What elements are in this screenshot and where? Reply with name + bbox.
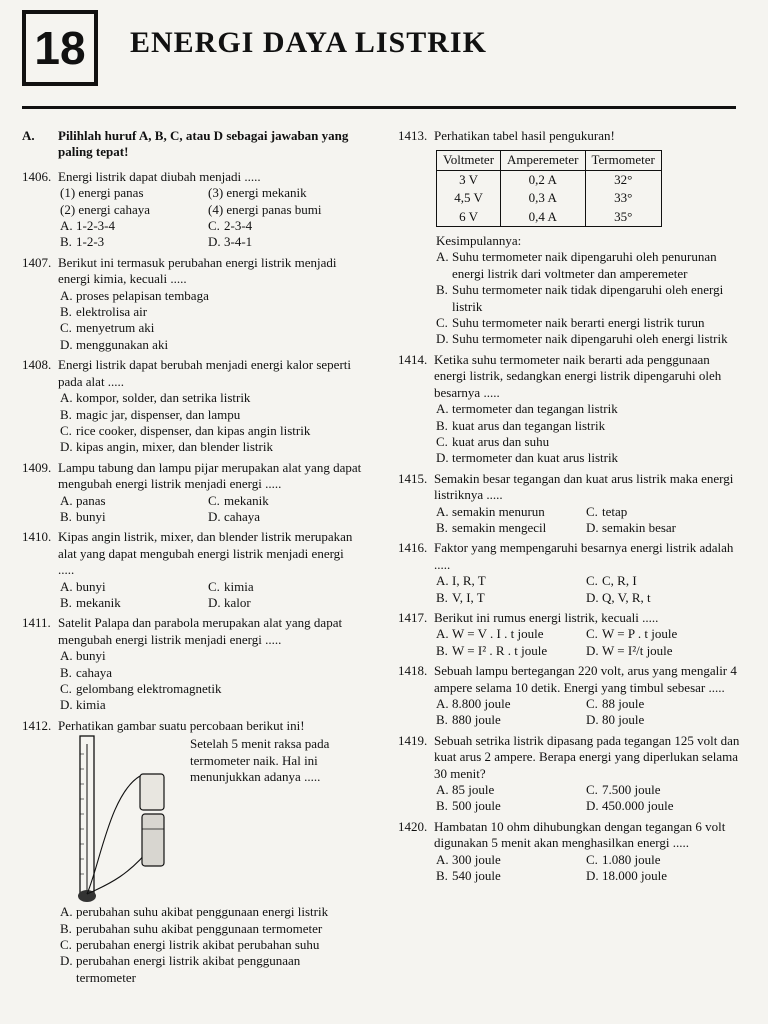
question-1417 xyxy=(398,610,740,659)
option-c[interactable]: C. 7.500 joule xyxy=(586,782,661,798)
option-d[interactable]: D. perubahan energi listrik akibat penggunaan termometer xyxy=(60,953,301,985)
option-a[interactable]: A. Suhu termometer naik dipengaruhi oleh penurunan energi listrik dari voltmeter dan amperemeter xyxy=(436,249,717,281)
option-d[interactable]: D. Q, V, R, t xyxy=(586,589,651,605)
option-a[interactable]: A. termometer dan tegangan listrik xyxy=(436,401,618,417)
option-c[interactable]: C. 1.080 joule xyxy=(586,851,661,867)
option-a[interactable]: A. I, R, T xyxy=(436,573,486,589)
question-text: Sebuah setrika listrik dipasang pada tegangan 125 volt dan kuat arus 2 ampere. Berapa energi yang diperlukan selama 30 menit? xyxy=(434,732,740,781)
option-b[interactable]: B. 1-2-3 xyxy=(60,234,105,250)
question-text: Faktor yang mempengaruhi besarnya energi listrik adalah ..... xyxy=(434,540,734,572)
option-b[interactable]: B. elektrolisa air xyxy=(60,304,148,320)
question-text: Hambatan 10 ohm dihubungkan dengan tegangan 6 volt digunakan 5 menit akan menghasilkan energi ..... xyxy=(434,818,726,851)
question-number: 1420. xyxy=(398,818,428,834)
table-header: Amperemeter xyxy=(501,151,585,170)
question-text: Berikut ini termasuk perubahan energi listrik menjadi energi kimia, kecuali ..... xyxy=(58,254,337,287)
question-side-text: Setelah 5 menit raksa pada termometer naik. Hal ini menunjukkan adanya ..... xyxy=(190,736,330,785)
option-d[interactable]: D. 80 joule xyxy=(586,712,645,728)
question-number: 1414. xyxy=(398,351,428,367)
question-number: 1419. xyxy=(398,732,428,748)
table-row: 6 V 0,4 A 35° xyxy=(437,208,662,227)
left-column xyxy=(22,128,362,990)
option-a[interactable]: A. 1-2-3-4 xyxy=(60,218,115,234)
question-number: 1417. xyxy=(398,609,428,625)
option-a[interactable]: A. 85 joule xyxy=(436,782,495,798)
question-text: Berikut ini rumus energi listrik, kecuali ..... xyxy=(434,609,659,625)
question-1415 xyxy=(398,471,740,537)
option-b[interactable]: B. kuat arus dan tegangan listrik xyxy=(436,417,606,433)
option-c[interactable]: C. tetap xyxy=(586,503,628,519)
question-number: 1411. xyxy=(22,615,51,631)
option-b[interactable]: B. Suhu termometer naik tidak dipengaruhi oleh energi listrik xyxy=(436,282,724,314)
option-c[interactable]: C. menyetrum aki xyxy=(60,320,155,336)
question-1406 xyxy=(22,169,362,251)
question-1414 xyxy=(398,352,740,467)
question-number: 1409. xyxy=(22,459,52,475)
table-header: Termometer xyxy=(585,151,661,170)
question-1407 xyxy=(22,255,362,353)
option-a[interactable]: A. semakin menurun xyxy=(436,503,545,519)
option-b[interactable]: B. perubahan suhu akibat penggunaan termometer xyxy=(60,920,323,936)
question-1412 xyxy=(22,718,362,986)
option-d[interactable]: D. kimia xyxy=(60,697,106,713)
option-a[interactable]: A. bunyi xyxy=(60,648,106,664)
question-text: Ketika suhu termometer naik berarti ada penggunaan energi listrik, sedangkan energi listrik dipengaruhi oleh besarnya ..... xyxy=(434,351,722,400)
table-row: 4,5 V 0,3 A 33° xyxy=(437,189,662,207)
chapter-title: ENERGI DAYA LISTRIK xyxy=(130,26,487,59)
option-a[interactable]: A. proses pelapisan tembaga xyxy=(60,287,209,303)
section-header xyxy=(22,128,362,161)
question-text: Energi listrik dapat diubah menjadi ..... xyxy=(58,168,261,184)
option-b[interactable]: B. magic jar, dispenser, dan lampu xyxy=(60,406,241,422)
question-number: 1412. xyxy=(22,717,52,733)
question-text: Energi listrik dapat berubah menjadi energi kalor seperti pada alat ..... xyxy=(58,357,352,389)
section-letter: A. xyxy=(22,128,35,143)
option-d[interactable]: D. 18.000 joule xyxy=(586,868,667,884)
option-b[interactable]: B. W = I² . R . t joule xyxy=(436,642,548,658)
question-1418 xyxy=(398,663,740,729)
option-d[interactable]: D. cahaya xyxy=(208,508,261,524)
right-column xyxy=(398,128,740,888)
option-a[interactable]: A. W = V . I . t joule xyxy=(436,626,544,642)
chapter-number: 18 xyxy=(34,22,86,74)
option-a[interactable]: A. 8.800 joule xyxy=(436,696,511,711)
table-header: Voltmeter xyxy=(437,151,501,170)
item: (2) energi cahaya xyxy=(60,201,150,217)
question-1420 xyxy=(398,819,740,885)
option-d[interactable]: D. kipas angin, mixer, dan blender listrik xyxy=(60,439,273,455)
question-1410 xyxy=(22,529,362,611)
option-d[interactable]: D. semakin besar xyxy=(586,519,677,535)
option-c[interactable]: C. kimia xyxy=(208,578,254,594)
table-row: 3 V 0,2 A 32° xyxy=(437,170,662,189)
question-number: 1416. xyxy=(398,540,428,556)
question-number: 1408. xyxy=(22,357,52,373)
option-b[interactable]: B. mekanik xyxy=(60,594,121,610)
option-c[interactable]: C. perubahan energi listrik akibat perubahan suhu xyxy=(60,937,320,953)
conclusion-label: Kesimpulannya: xyxy=(436,233,522,249)
question-text: Satelit Palapa dan parabola merupakan alat yang dapat mengubah energi listrik menjadi energi ..... xyxy=(58,615,343,647)
option-c[interactable]: C. gelombang elektromagnetik xyxy=(60,681,222,696)
option-b[interactable]: B. bunyi xyxy=(60,508,106,524)
option-b[interactable]: B. semakin mengecil xyxy=(436,519,547,535)
question-text: Kipas angin listrik, mixer, dan blender listrik merupakan alat yang dapat mengubah energi listrik menjadi energi ..... xyxy=(58,529,353,578)
option-c[interactable]: C. mekanik xyxy=(208,492,269,508)
question-1413 xyxy=(398,128,740,348)
question-1408 xyxy=(22,357,362,455)
question-1419 xyxy=(398,733,740,815)
option-a[interactable]: A. panas xyxy=(60,492,106,508)
chapter-number-box xyxy=(22,10,98,86)
item: (4) energi panas bumi xyxy=(208,201,322,217)
option-a[interactable]: A. kompor, solder, dan setrika listrik xyxy=(60,390,251,406)
option-b[interactable]: B. cahaya xyxy=(60,664,113,680)
option-a[interactable]: A. 300 joule xyxy=(436,851,501,867)
option-c[interactable]: C. Suhu termometer naik berarti energi listrik turun xyxy=(436,315,705,331)
item: (3) energi mekanik xyxy=(208,185,307,201)
question-number: 1406. xyxy=(22,168,52,184)
option-c[interactable]: C. rice cooker, dispenser, dan kipas angin listrik xyxy=(60,422,311,438)
option-d[interactable]: D. Suhu termometer naik dipengaruhi oleh energi listrik xyxy=(436,331,728,347)
option-c[interactable]: C. 2-3-4 xyxy=(208,218,253,234)
option-c[interactable]: C. W = P . t joule xyxy=(586,626,678,642)
section-instruction: Pilihlah huruf A, B, C, atau D sebagai jawaban yang paling tepat! xyxy=(58,128,349,160)
option-d[interactable]: D. 3-4-1 xyxy=(208,234,253,250)
option-b[interactable]: B. V, I, T xyxy=(436,589,485,605)
option-a[interactable]: A. bunyi xyxy=(60,578,106,594)
question-number: 1413. xyxy=(398,128,428,143)
question-text: Sebuah lampu bertegangan 220 volt, arus yang mengalir 4 ampere selama 10 detik. Energi yang timbul sebesar ..... xyxy=(434,663,737,695)
option-b[interactable]: B. 540 joule xyxy=(436,868,501,884)
option-c[interactable]: C. C, R, I xyxy=(586,573,637,589)
option-d[interactable]: D. menggunakan aki xyxy=(60,336,169,352)
option-a[interactable]: A. perubahan suhu akibat penggunaan energi listrik xyxy=(60,904,329,920)
question-number: 1410. xyxy=(22,529,52,545)
question-number: 1415. xyxy=(398,470,428,486)
option-d[interactable]: D. kalor xyxy=(208,594,251,610)
option-d[interactable]: D. 450.000 joule xyxy=(586,798,674,814)
item: (1) energi panas xyxy=(60,185,144,201)
option-d[interactable]: D. W = I²/t joule xyxy=(586,642,673,658)
question-1416 xyxy=(398,540,740,606)
title-rule xyxy=(22,106,736,109)
question-text: Perhatikan tabel hasil pengukuran! xyxy=(434,128,615,143)
option-b[interactable]: B. 880 joule xyxy=(436,712,501,728)
experiment-figure xyxy=(60,734,190,904)
question-number: 1418. xyxy=(398,663,428,679)
option-d[interactable]: D. termometer dan kuat arus listrik xyxy=(436,450,619,466)
question-text: Perhatikan gambar suatu percobaan berikut ini! xyxy=(58,717,305,733)
question-1409 xyxy=(22,460,362,526)
question-number: 1407. xyxy=(22,254,52,270)
option-b[interactable]: B. 500 joule xyxy=(436,798,501,814)
question-text: Semakin besar tegangan dan kuat arus listrik maka energi listriknya ..... xyxy=(434,470,734,503)
question-text: Lampu tabung dan lampu pijar merupakan alat yang dapat mengubah energi listrik menjadi energi ..... xyxy=(58,459,362,492)
option-c[interactable]: C. kuat arus dan suhu xyxy=(436,433,550,449)
question-1411 xyxy=(22,615,362,713)
option-c[interactable]: C. 88 joule xyxy=(586,696,645,711)
measurement-table xyxy=(436,150,662,227)
